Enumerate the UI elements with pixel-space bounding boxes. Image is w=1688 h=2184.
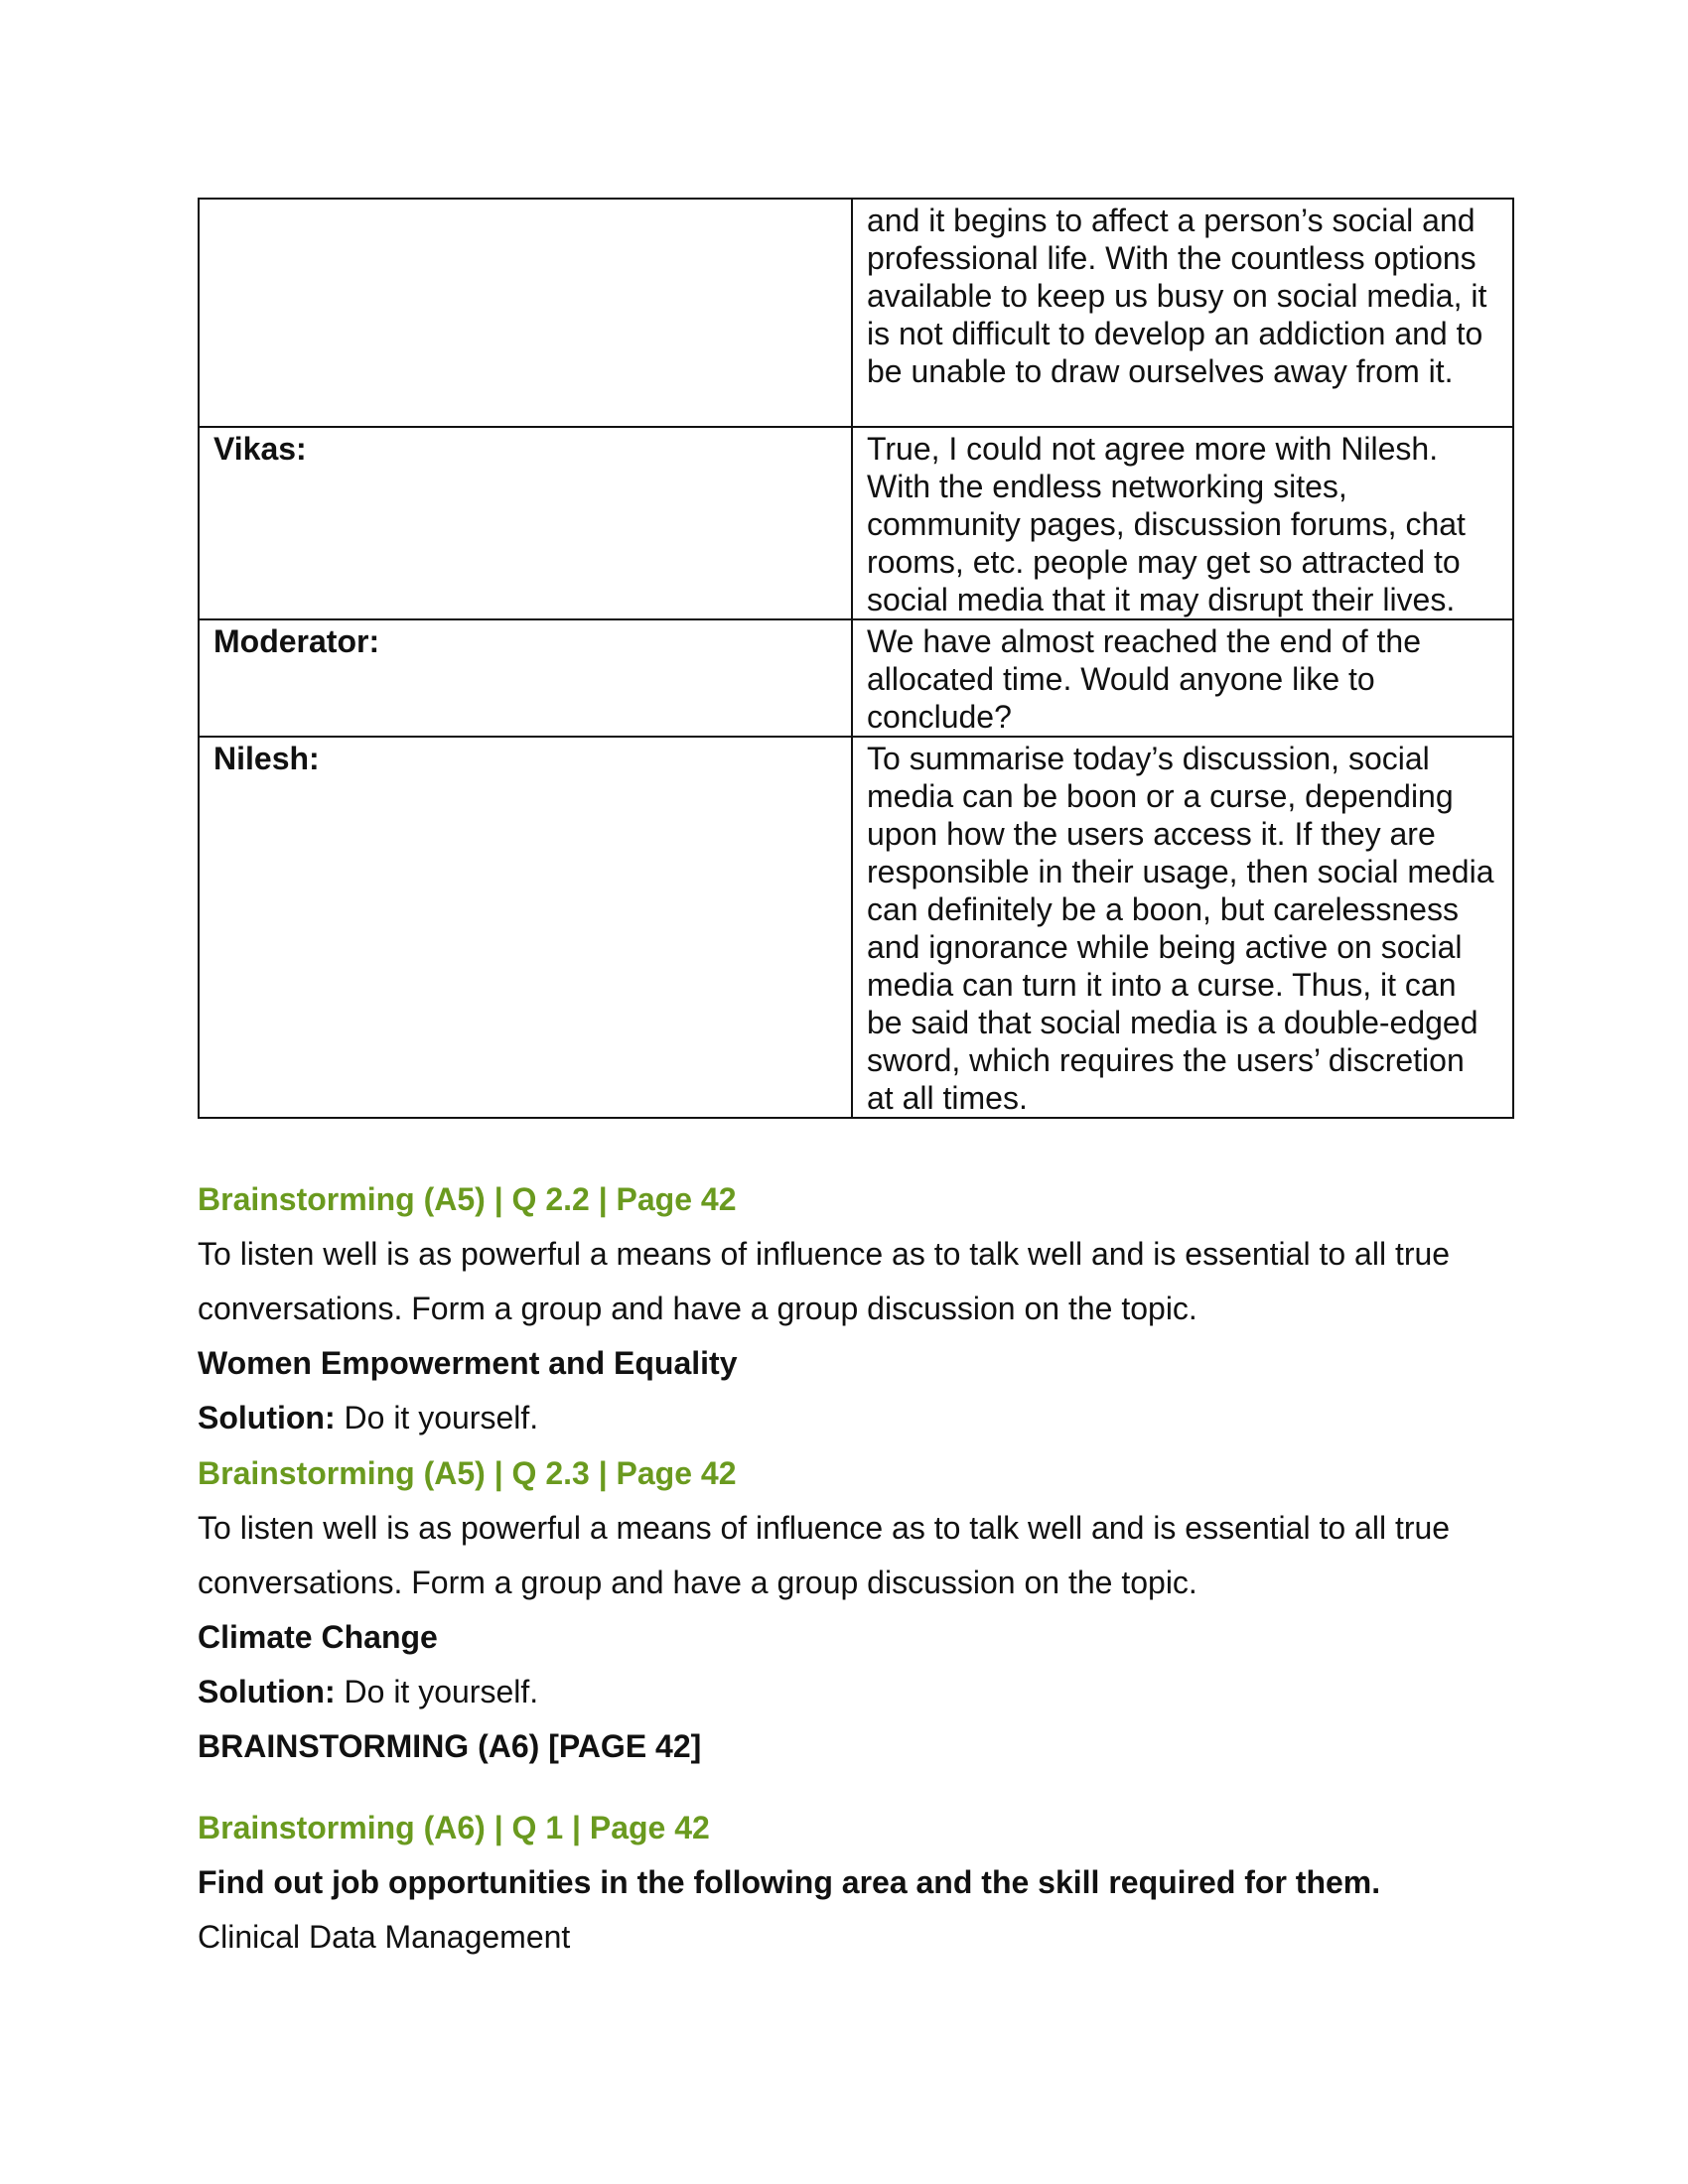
questions-section bbox=[198, 1171, 1508, 1965]
discussion-topic: Climate Change bbox=[198, 1619, 438, 1655]
job-area: Clinical Data Management bbox=[198, 1919, 571, 1955]
question-heading: Brainstorming (A5) | Q 2.3 | Page 42 bbox=[198, 1455, 737, 1491]
speech-cell: True, I could not agree more with Nilesh. With the endless networking sites, community pages, discussion forums, chat rooms, etc. people may get so attracted to social media that it may disrupt their lives. bbox=[852, 427, 1513, 619]
question-prompt: To listen well is as powerful a means of influence as to talk well and is essential to all true conversations. Form a group and have a group discussion on the topic. bbox=[198, 1236, 1451, 1326]
speech-cell: To summarise today’s discussion, social media can be boon or a curse, depending upon how the users access it. If they are responsible in their usage, then social media can definitely be a boon, but carelessness and ignorance while being active on social media can turn it into a curse. Thus, it can be said that social media is a double-edged sword, which requires the users’ discretion at all times. bbox=[852, 737, 1513, 1118]
solution-label: Solution: bbox=[198, 1674, 336, 1709]
speaker-cell: Vikas: bbox=[199, 427, 852, 619]
section-title: BRAINSTORMING (A6) [PAGE 42] bbox=[198, 1728, 702, 1764]
solution-line bbox=[198, 1665, 1508, 1719]
question-heading: Brainstorming (A5) | Q 2.2 | Page 42 bbox=[198, 1181, 737, 1217]
dialogue-table bbox=[198, 198, 1514, 1119]
table-row bbox=[199, 619, 1513, 737]
table-row bbox=[199, 737, 1513, 1118]
table-row bbox=[199, 199, 1513, 427]
question-heading: Brainstorming (A6) | Q 1 | Page 42 bbox=[198, 1810, 710, 1845]
solution-line bbox=[198, 1391, 1508, 1445]
solution-text: Do it yourself. bbox=[335, 1674, 539, 1709]
speaker-cell bbox=[199, 199, 852, 427]
speaker-cell: Nilesh: bbox=[199, 737, 852, 1118]
speaker-cell: Moderator: bbox=[199, 619, 852, 737]
solution-label: Solution: bbox=[198, 1400, 336, 1435]
table-row bbox=[199, 427, 1513, 619]
discussion-topic: Women Empowerment and Equality bbox=[198, 1345, 738, 1381]
question-prompt: To listen well is as powerful a means of influence as to talk well and is essential to all true conversations. Form a group and have a group discussion on the topic. bbox=[198, 1510, 1451, 1600]
speech-cell: We have almost reached the end of the allocated time. Would anyone like to conclude? bbox=[852, 619, 1513, 737]
speech-cell: and it begins to affect a person’s social and professional life. With the countless options available to keep us busy on social media, it is not difficult to develop an addiction and to be unable to draw ourselves away from it. bbox=[852, 199, 1513, 427]
question-instruction: Find out job opportunities in the following area and the skill required for them. bbox=[198, 1864, 1381, 1900]
solution-text: Do it yourself. bbox=[335, 1400, 539, 1435]
